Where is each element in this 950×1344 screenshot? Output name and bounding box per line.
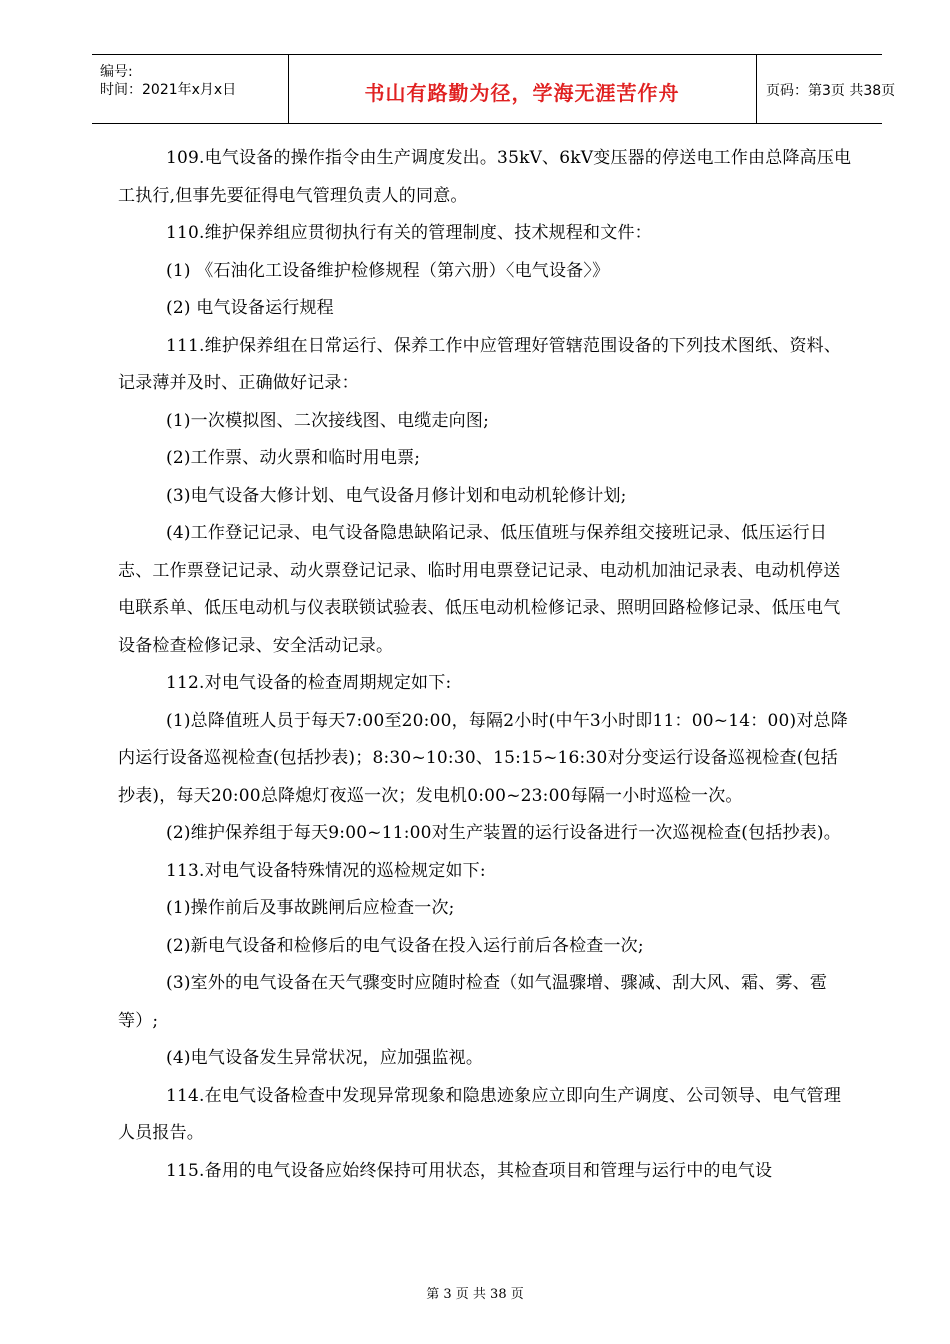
header-motto: 书山有路勤为径，学海无涯苦作舟 <box>364 81 680 105</box>
paragraph-111-item-4: (4)工作登记记录、电气设备隐患缺陷记录、低压值班与保养组交接班记录、低压运行日志、工作票登记记录、动火票登记记录、临时用电票登记记录、电动机加油记录表、电动机停送电联系单、低压电动机与仪表联锁试验表、低压电动机检修记录、照明回路检修记录、低压电气设备检查检修记录、安全活动记录。 <box>118 523 841 656</box>
header-page-label: 页码：第3页 共38页 <box>766 83 896 99</box>
page-footer: 第 3 页 共 38 页 <box>426 1287 524 1302</box>
paragraph-115: 115.备用的电气设备应始终保持可用状态，其检查项目和管理与运行中的电气设 <box>166 1160 773 1181</box>
paragraph-113-item-2: (2)新电气设备和检修后的电气设备在投入运行前后各检查一次; <box>166 935 644 956</box>
paragraph-111-item-2: (2)工作票、动火票和临时用电票; <box>166 448 421 468</box>
paragraph-112: 112.对电气设备的检查周期规定如下: <box>166 673 452 693</box>
paragraph-110-item-2: (2) 电气设备运行规程 <box>166 298 334 318</box>
paragraph-110-item-1: (1) 《石油化工设备维护检修规程（第六册）〈电气设备〉》 <box>166 260 610 281</box>
document-body <box>118 140 853 1190</box>
paragraph-111-item-1: (1)一次模拟图、二次接线图、电缆走向图; <box>166 410 490 431</box>
paragraph-110: 110.维护保养组应贯彻执行有关的管理制度、技术规程和文件： <box>166 223 652 243</box>
paragraph-113-item-4: (4)电气设备发生异常状况，应加强监视。 <box>166 1048 484 1068</box>
document-number-label: 编号: <box>100 64 133 80</box>
header-left-cell <box>92 55 289 123</box>
header-right-cell <box>756 55 896 123</box>
document-header <box>92 54 896 124</box>
paragraph-112-item-1: (1)总降值班人员于每天7:00至20:00，每隔2小时(中午3小时即11：00~14：00)对总降内运行设备巡视检查(包括抄表)；8:30~10:30、15:15~16:30对分变运行设备巡视检查(包括抄表)，每天20:00总降熄灯夜巡一次；发电机0:00~23:00每隔一小时巡检一次。 <box>118 710 848 806</box>
paragraph-109: 109.电气设备的操作指令由生产调度发出。35kV、6kV变压器的停送电工作由总降高压电工执行,但事先要征得电气管理负责人的同意。 <box>118 148 852 206</box>
paragraph-114: 114.在电气设备检查中发现异常现象和隐患迹象应立即向生产调度、公司领导、电气管理人员报告。 <box>118 1085 842 1143</box>
paragraph-113: 113.对电气设备特殊情况的巡检规定如下: <box>166 860 486 881</box>
header-middle-cell <box>288 55 757 123</box>
paragraph-113-item-1: (1)操作前后及事故跳闸后应检查一次; <box>166 898 455 918</box>
paragraph-113-item-3: (3)室外的电气设备在天气骤变时应随时检查（如气温骤增、骤减、刮大风、霜、雾、雹等）; <box>118 973 828 1031</box>
paragraph-111: 111.维护保养组在日常运行、保养工作中应管理好管辖范围设备的下列技术图纸、资料、记录薄并及时、正确做好记录： <box>118 335 842 393</box>
paragraph-112-item-2: (2)维护保养组于每天9:00~11:00对生产装置的运行设备进行一次巡视检查(包括抄表)。 <box>166 823 841 843</box>
document-time-label: 时间：2021年x月x日 <box>100 82 237 98</box>
paragraph-111-item-3: (3)电气设备大修计划、电气设备月修计划和电动机轮修计划; <box>166 485 627 506</box>
